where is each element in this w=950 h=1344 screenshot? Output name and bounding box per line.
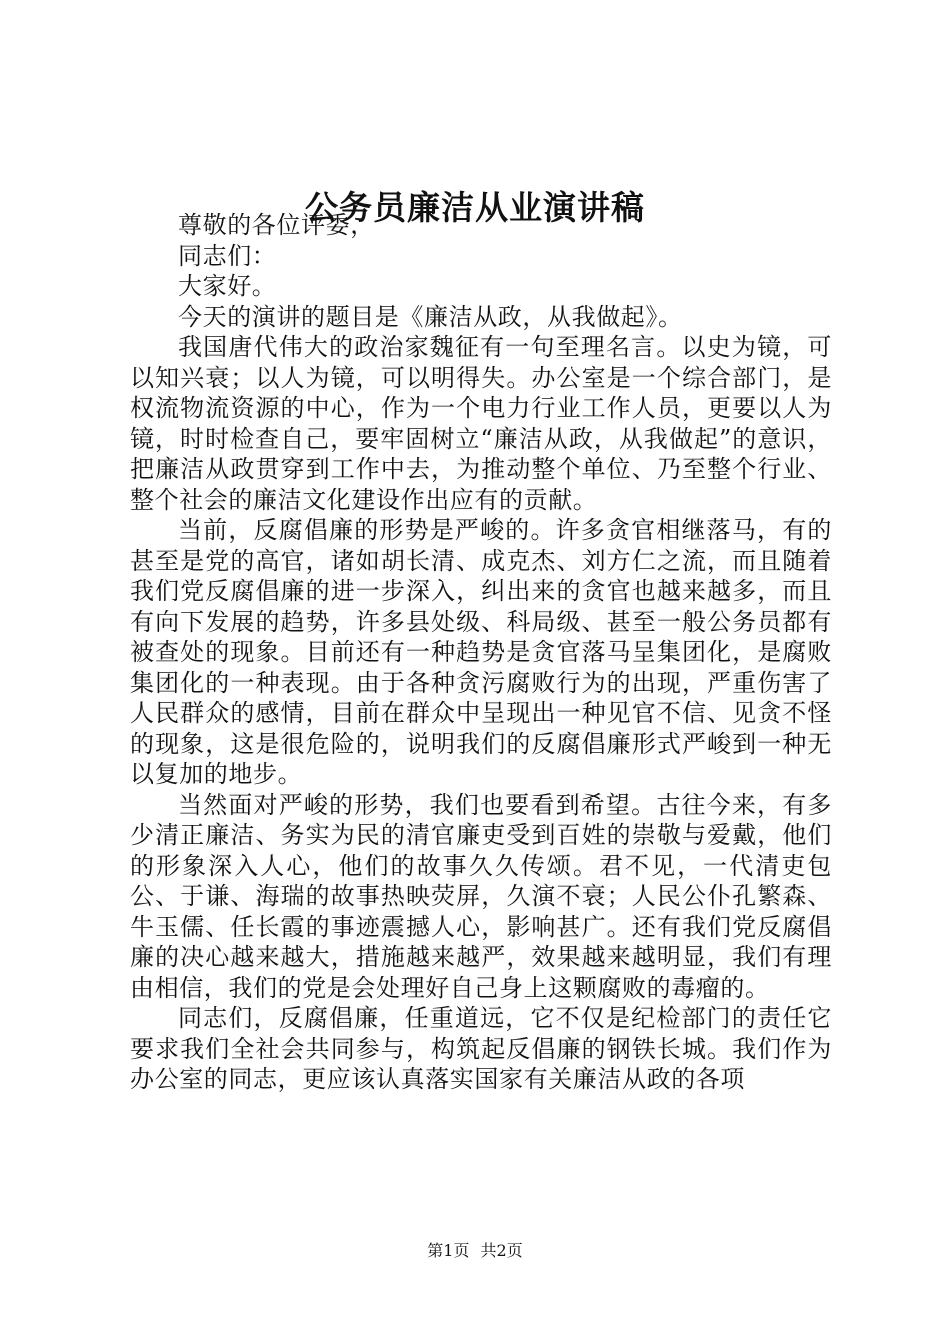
paragraph-body-1: 我国唐代伟大的政治家魏征有一句至理名言。以史为镜，可以知兴衰；以人为镜，可以明得失。办公室是一个综合部门，是权流物流资源的中心，作为一个电力行业工作人员，更要以人为镜，时时检查自己，要牢固树立“廉洁从政，从我做起”的意识，把廉洁从政贯穿到工作中去，为推动整个单位、乃至整个行业、整个社会的廉洁文化建设作出应有的贡献。 — [130, 333, 832, 514]
paragraph-body-4: 同志们，反腐倡廉，任重道远，它不仅是纪检部门的责任它要求我们全社会共同参与，构筑起反倡廉的钢铁长城。我们作为办公室的同志，更应该认真落实国家有关廉洁从政的各项 — [130, 1004, 832, 1093]
document-title: 公务员廉洁从业演讲稿 — [305, 188, 645, 227]
paragraph-topic: 今天的演讲的题目是《廉洁从政，从我做起》。 — [178, 302, 683, 331]
paragraph-comrades: 同志们： — [178, 241, 277, 270]
page-footer — [0, 1240, 950, 1262]
page-number-current: 第1页 — [427, 1241, 470, 1260]
paragraph-body-2: 当前，反腐倡廉的形势是严峻的。许多贪官相继落马，有的甚至是党的高官，诸如胡长清、成克杰、刘方仁之流，而且随着我们党反腐倡廉的进一步深入，纠出来的贪官也越来越多，而且有向下发展的趋势，许多县处级、科局级、甚至一般公务员都有被查处的现象。目前还有一种趋势是贪官落马呈集团化，是腐败集团化的一种表现。由于各种贪污腐败行为的出现，严重伤害了人民群众的感情，目前在群众中呈现出一种见官不信、见贪不怪的现象，这是很危险的，说明我们的反腐倡廉形式严峻到一种无以复加的地步。 — [130, 516, 832, 788]
page-number-total: 共2页 — [480, 1241, 523, 1260]
paragraph-salutation: 尊敬的各位评委， — [178, 211, 375, 239]
document-body — [130, 210, 832, 1095]
paragraph-greeting: 大家好。 — [178, 272, 277, 300]
paragraph-body-3: 当然面对严峻的形势，我们也要看到希望。古往今来，有多少清正廉洁、务实为民的清官廉吏受到百姓的崇敬与爱戴，他们的形象深入人心，他们的故事久久传颂。君不见，一代清吏包公、于谦、海瑞的故事热映荧屏，久演不衰；人民公仆孔繁森、牛玉儒、任长霞的事迹震撼人心，影响甚广。还有我们党反腐倡廉的决心越来越大，措施越来越严，效果越来越明显，我们有理由相信，我们的党是会处理好自己身上这颗腐败的毒瘤的。 — [130, 790, 832, 1002]
